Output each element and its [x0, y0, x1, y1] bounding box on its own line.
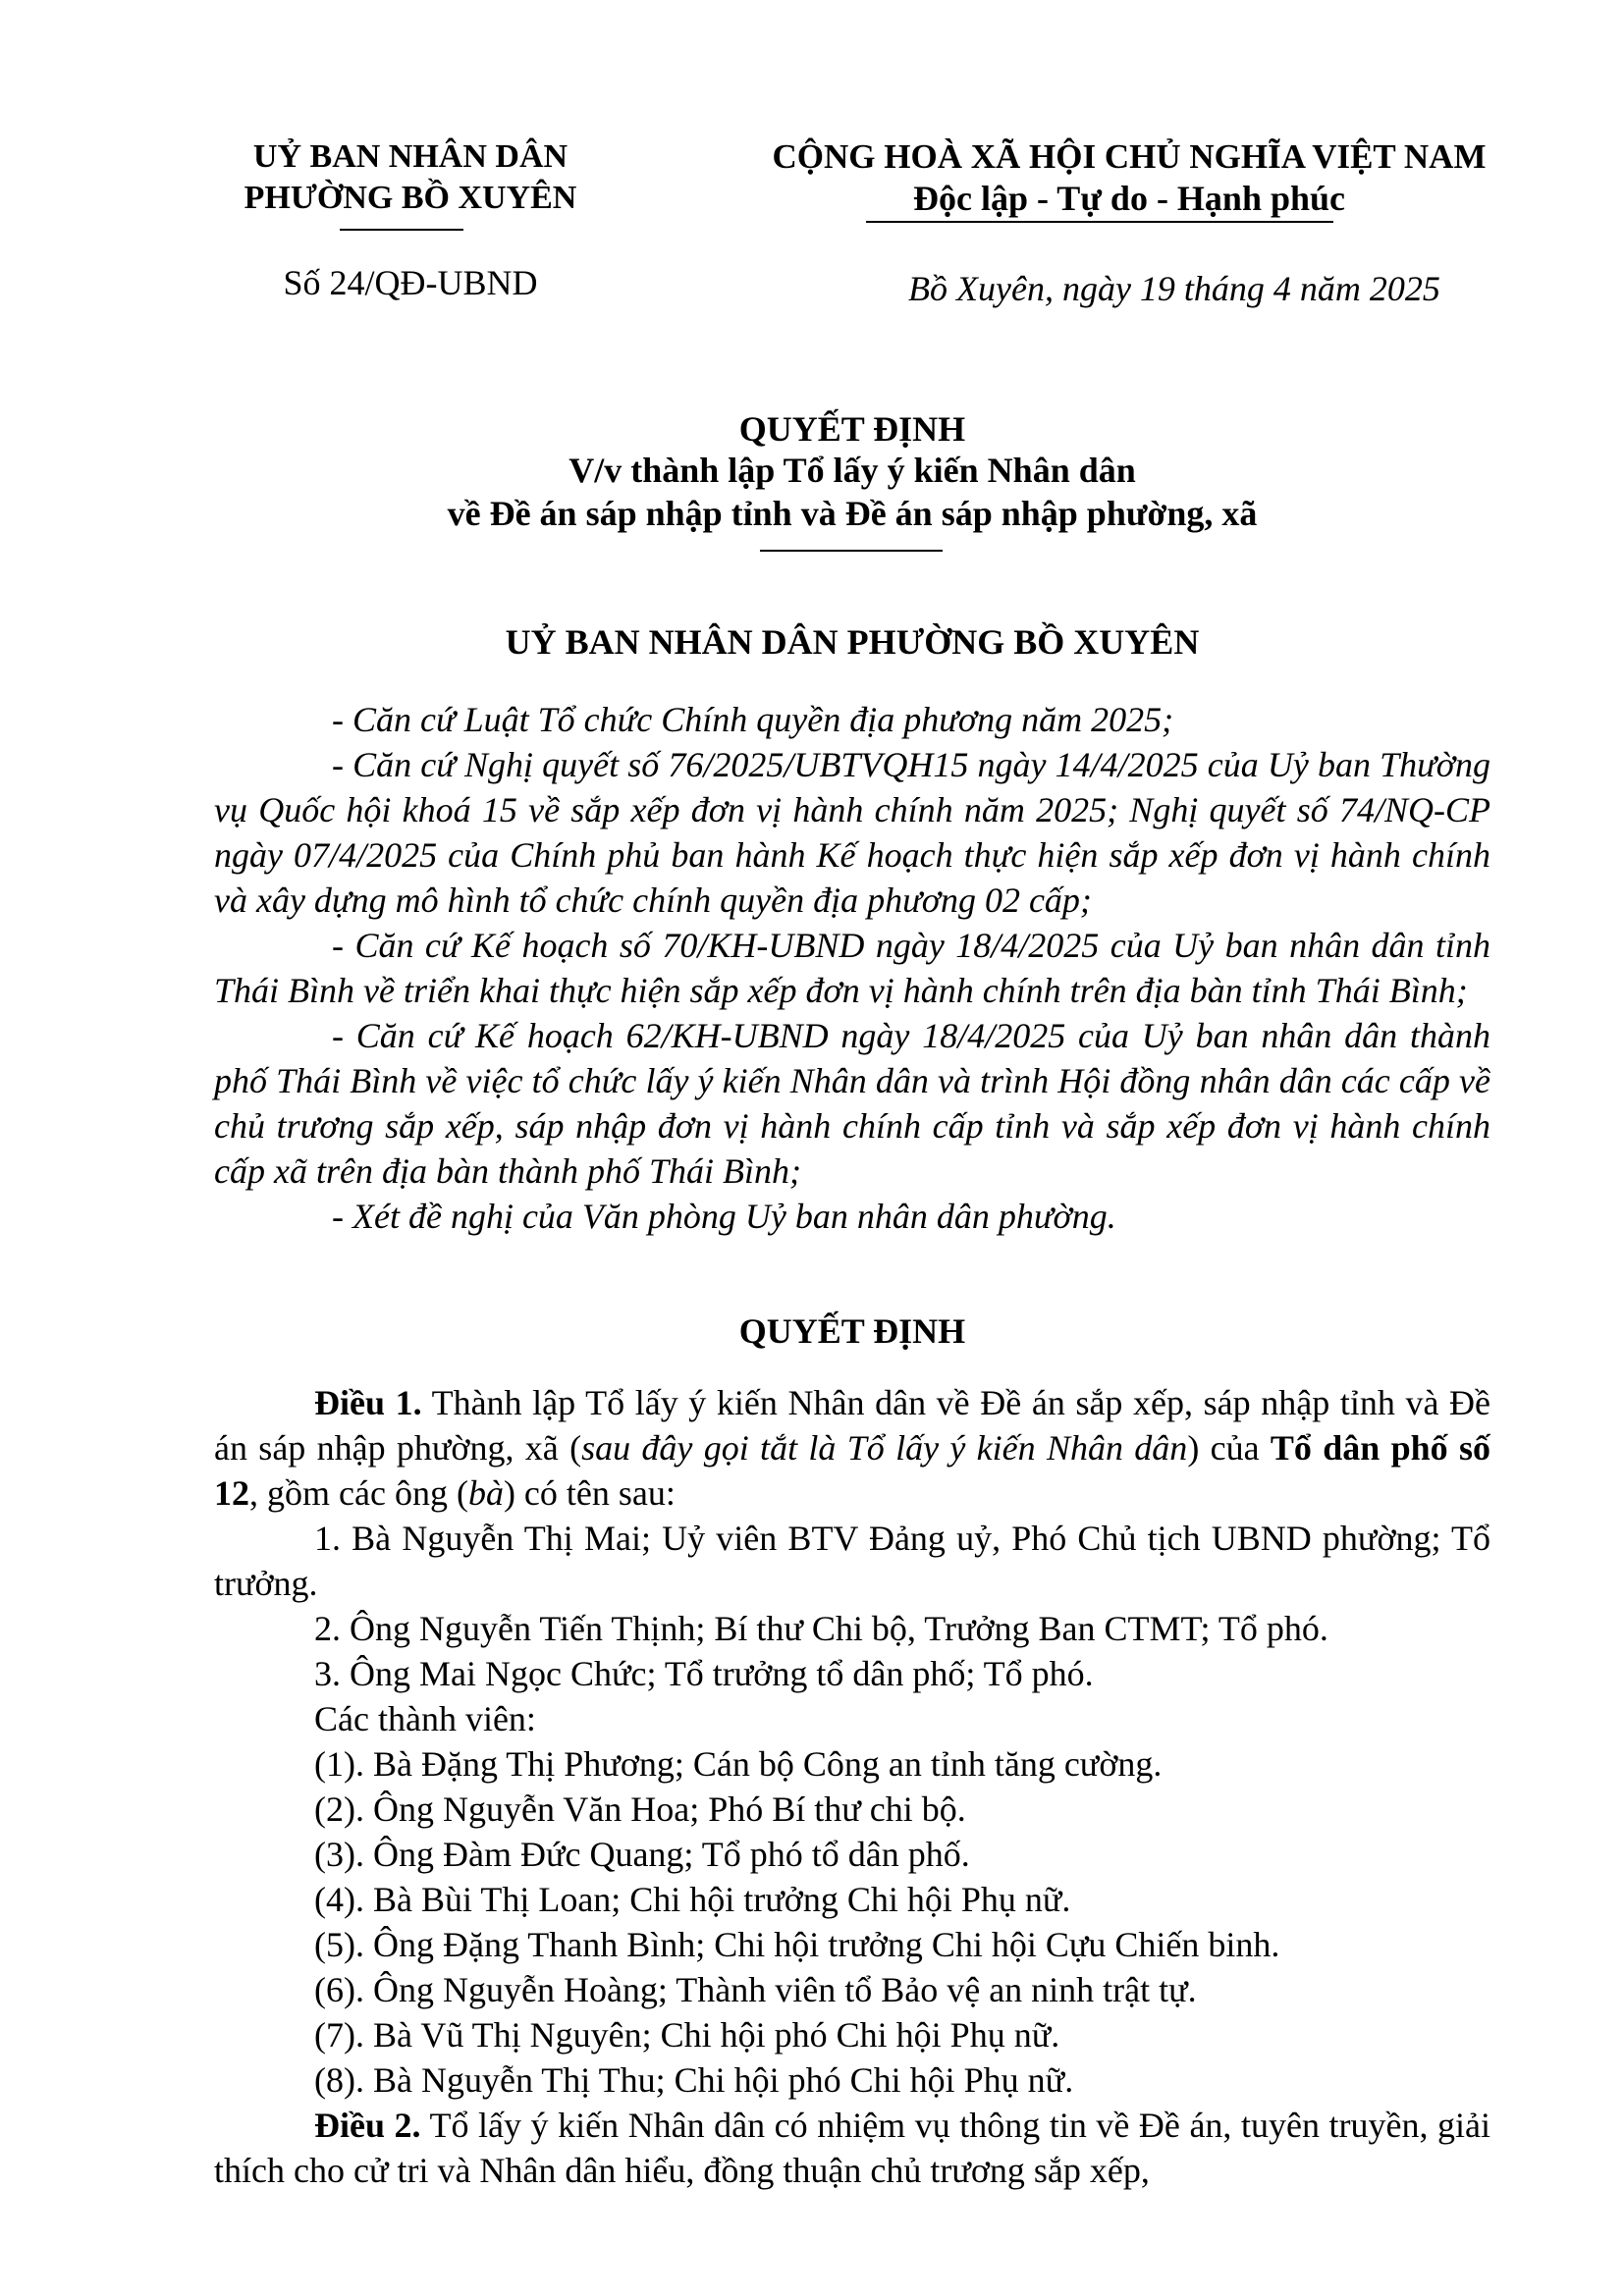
article-1-text: Thành lập Tổ lấy ý kiến Nhân dân về Đề án sắp xếp, sáp nhập tỉnh và Đề án sáp nhập phường, xã ( — [214, 1383, 1491, 1468]
article-1-label: Điều 1. — [314, 1383, 422, 1422]
org-name-underline — [340, 229, 463, 231]
member-item: (5). Ông Đặng Thanh Bình; Chi hội trưởng Chi hội Cựu Chiến binh. — [314, 1925, 1280, 1964]
article-1-text: ) có tên sau: — [503, 1473, 676, 1513]
leader-item: 2. Ông Nguyễn Tiến Thịnh; Bí thư Chi bộ, Trưởng Ban CTMT; Tổ phó. — [314, 1609, 1328, 1648]
motto-underline — [866, 221, 1333, 223]
article-2 — [214, 2103, 1490, 2193]
document-type-title: QUYẾT ĐỊNH — [738, 409, 966, 449]
article-2-label: Điều 2. — [314, 2106, 421, 2145]
subject-line2: về Đề án sáp nhập tỉnh và Đề án sáp nhập phường, xã — [447, 494, 1258, 533]
article-1 — [214, 1380, 1490, 1516]
leader-item: 3. Ông Mai Ngọc Chức; Tổ trưởng tổ dân phố; Tổ phó. — [314, 1654, 1094, 1693]
member-item: (2). Ông Nguyễn Văn Hoa; Phó Bí thư chi bộ. — [314, 1789, 966, 1829]
legal-basis-item: - Căn cứ Nghị quyết số 76/2025/UBTVQH15 ngày 14/4/2025 của Uỷ ban Thường vụ Quốc hội khoá 15 về sắp xếp đơn vị hành chính năm 2025; Nghị quyết số 74/NQ-CP ngày 07/4/2025 của Chính phủ ban hành Kế hoạch thực hiện sắp xếp đơn vị hành chính và xây dựng mô hình tổ chức chính quyền địa phương 02 cấp; — [214, 745, 1490, 920]
legal-bases — [214, 697, 1490, 1239]
member-item: (8). Bà Nguyễn Thị Thu; Chi hội phó Chi hội Phụ nữ. — [314, 2060, 1074, 2100]
members-label: Các thành viên: — [314, 1699, 536, 1738]
member-item: (7). Bà Vũ Thị Nguyên; Chi hội phó Chi hội Phụ nữ. — [314, 2015, 1060, 2055]
article-1-text: ) của — [1187, 1428, 1271, 1468]
decision-heading: QUYẾT ĐỊNH — [738, 1311, 966, 1351]
title-underline — [760, 550, 943, 552]
national-title: CỘNG HOÀ XÃ HỘI CHỦ NGHĨA VIỆT NAM — [772, 137, 1487, 176]
member-item: (6). Ông Nguyễn Hoàng; Thành viên tổ Bảo vệ an ninh trật tự. — [314, 1970, 1197, 2009]
article-2-text: Tổ lấy ý kiến Nhân dân có nhiệm vụ thông tin về Đề án, tuyên truyền, giải thích cho cử tri và Nhân dân hiểu, đồng thuận chủ trương sắp xếp, — [214, 2106, 1491, 2190]
issuing-authority: UỶ BAN NHÂN DÂN PHƯỜNG BỒ XUYÊN — [505, 622, 1200, 662]
legal-basis-item: - Căn cứ Kế hoạch số 70/KH-UBND ngày 18/4/2025 của Uỷ ban nhân dân tỉnh Thái Bình về triển khai thực hiện sắp xếp đơn vị hành chính trên địa bàn tỉnh Thái Bình; — [214, 926, 1490, 1010]
legal-basis-item: - Căn cứ Luật Tổ chức Chính quyền địa phương năm 2025; — [332, 700, 1174, 739]
member-item: (4). Bà Bùi Thị Loan; Chi hội trưởng Chi hội Phụ nữ. — [314, 1880, 1071, 1919]
article-1-text: bà — [467, 1473, 504, 1513]
article-1-short-name: sau đây gọi tắt là Tổ lấy ý kiến Nhân dân — [581, 1428, 1188, 1468]
residential-group: Tổ dân phố số 12 — [214, 1428, 1491, 1513]
org-name-line2: PHƯỜNG BỒ XUYÊN — [244, 180, 577, 216]
document-number: Số 24/QĐ-UBND — [283, 263, 538, 302]
legal-basis-item: - Căn cứ Kế hoạch 62/KH-UBND ngày 18/4/2025 của Uỷ ban nhân dân thành phố Thái Bình về việc tổ chức lấy ý kiến Nhân dân và trình Hội đồng nhân dân các cấp về chủ trương sắp xếp, sáp nhập đơn vị hành chính cấp tỉnh và sắp xếp đơn vị hành chính cấp xã trên địa bàn thành phố Thái Bình; — [214, 1016, 1490, 1191]
member-item: (3). Ông Đàm Đức Quang; Tổ phó tổ dân phố. — [314, 1835, 970, 1874]
org-name-line1: UỶ BAN NHÂN DÂN — [252, 138, 568, 175]
subject-line1: V/v thành lập Tổ lấy ý kiến Nhân dân — [568, 451, 1136, 490]
article-1-text: , gồm các ông ( — [249, 1473, 468, 1513]
legal-basis-item: - Xét đề nghị của Văn phòng Uỷ ban nhân dân phường. — [332, 1197, 1116, 1236]
member-item: (1). Bà Đặng Thị Phương; Cán bộ Công an tỉnh tăng cường. — [314, 1744, 1163, 1784]
national-motto: Độc lập - Tự do - Hạnh phúc — [912, 179, 1346, 218]
leader-item: 1. Bà Nguyễn Thị Mai; Uỷ viên BTV Đảng uỷ, Phó Chủ tịch UBND phường; Tổ trưởng. — [214, 1519, 1490, 1603]
place-and-date: Bồ Xuyên, ngày 19 tháng 4 năm 2025 — [908, 269, 1440, 308]
decision-body — [214, 1380, 1490, 2193]
